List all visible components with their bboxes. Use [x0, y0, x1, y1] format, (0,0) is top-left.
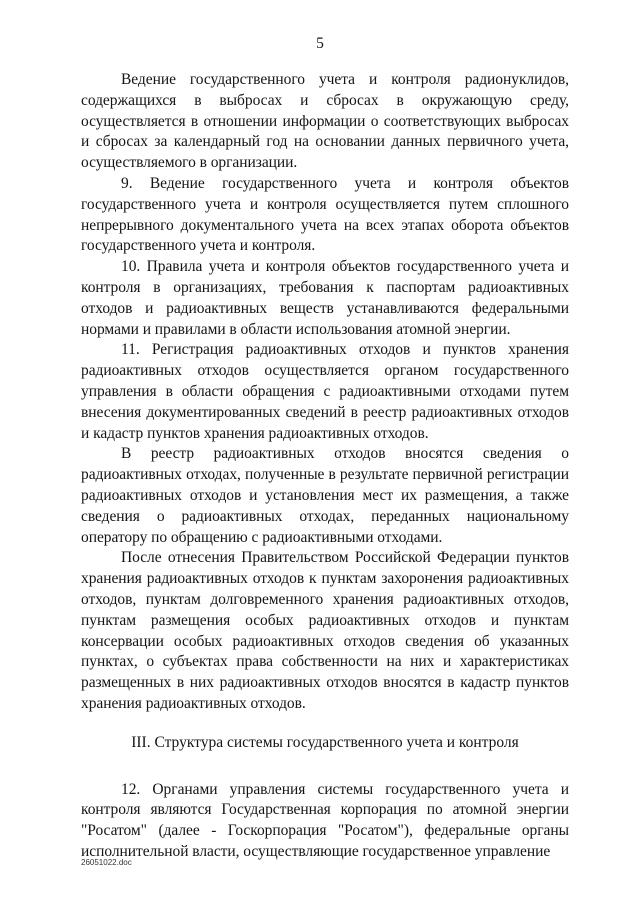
- document-body: [81, 70, 569, 863]
- page-number: 5: [316, 35, 324, 52]
- paragraph-item-11: 11. Регистрация радиоактивных отходов и пунктов хранения радиоактивных отходов осуществляется органом государственного управления в области обращения с радиоактивными отходами путем внесения документированных сведений в реестр радиоактивных отходов и кадастр пунктов хранения радиоактивных отходов.: [81, 341, 569, 442]
- paragraph-item-12: 12. Органами управления системы государственного учета и контроля являются Государственная корпорация по атомной энергии "Росатом" (далее - Госкорпорация "Росатом"), федеральные органы исполнительной власти, осуществляющие государственное управление: [81, 780, 569, 860]
- section-heading: III. Структура системы государственного учета и контроля: [131, 733, 519, 751]
- paragraph-waste-registry: В реестр радиоактивных отходов вносятся сведения о радиоактивных отходах, полученные в результате первичной регистрации радиоактивных отходов и установления мест их размещения, а также сведения о радиоактивных отходах, переданных национальному оператору по обращению с радиоактивными отходами.: [81, 445, 569, 546]
- paragraph-radionuclides: Ведение государственного учета и контроля радионуклидов, содержащихся в выбросах и сбросах в окружающую среду, осуществляется в отношении информации о соответствующих выбросах и сбросах за календарный год на основании данных первичного учета, осуществляемого в организации.: [81, 71, 569, 172]
- paragraph-item-10: 10. Правила учета и контроля объектов государственного учета и контроля в организациях, требования к паспортам радиоактивных отходов и радиоактивных веществ устанавливаются федеральными нормами и правилами в области использования атомной энергии.: [81, 258, 569, 338]
- document-file-code: 26051022.doc: [81, 858, 132, 867]
- paragraph-storage-cadastre: После отнесения Правительством Российской Федерации пунктов хранения радиоактивных отходов к пунктам захоронения радиоактивных отходов, пунктам долговременного хранения радиоактивных отходов, пунктам размещения особых радиоактивных отходов и пунктам консервации особых радиоактивных отходов сведения об указанных пунктах, о субъектах права собственности на них и характеристиках размещенных в них радиоактивных отходов вносятся в кадастр пунктов хранения радиоактивных отходов.: [81, 549, 569, 712]
- paragraph-item-9: 9. Ведение государственного учета и контроля объектов государственного учета и контроля осуществляется путем сплошного непрерывного документального учета на всех этапах оборота объектов государственного учета и контроля.: [81, 174, 569, 255]
